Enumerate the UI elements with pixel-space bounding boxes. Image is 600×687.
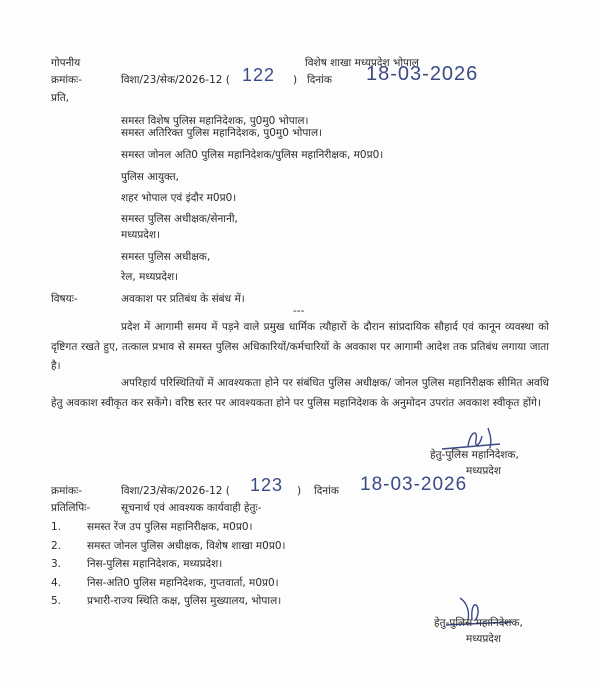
copy-item-number: 5. <box>51 595 62 607</box>
recipient-item: समस्त जोनल अति0 पुलिस महानिदेशक/पुलिस महानिरीक्षक, म0प्र0। <box>121 149 384 161</box>
body-paragraph-1: प्रदेश में आगामी समय में पड़ने वाले प्रमुख धार्मिक त्यौहारों के दौरान सांप्रदायिक सौहार्द एवं कानून व्यवस्था को दृष्टिगत रखते हुए, तत्काल प्रभाव से समस्त पुलिस अधिकारियों/कर्मचारियों के अवकाश पर आगामी आदेश तक प्रतिबंध लगाया जाता है। <box>51 321 549 372</box>
office-name: विशेष शाखा मध्यप्रदेश भोपाल <box>305 57 419 69</box>
copy-date-label: दिनांक <box>314 485 339 497</box>
recipient-item: पुलिस आयुक्त, <box>121 171 180 183</box>
signature-2-line1: हेतु-पुलिस महानिदेशक, <box>434 617 523 629</box>
copy-ref-label: क्रमांकः- <box>51 485 83 497</box>
signature-1-line1: हेतु-पुलिस महानिदेशक, <box>430 449 519 461</box>
recipient-item: समस्त पुलिस अधीक्षक/सेनानी, <box>121 213 238 225</box>
copy-item-text: समस्त जोनल पुलिस अधीक्षक, विशेष शाखा म0प्र0। <box>87 540 286 552</box>
signature-2-line2: मध्यप्रदेश <box>466 633 502 645</box>
copy-ref-prefix: विशा/23/सेक/2026-12 ( <box>121 485 230 497</box>
copy-item-text: प्रभारी-राज्य स्थिति कक्ष, पुलिस मुख्यालय, भोपाल। <box>87 595 282 607</box>
copy-ref-suffix: ) <box>297 485 302 497</box>
copy-item-number: 1. <box>51 521 62 533</box>
recipient-item: रेल, मध्यप्रदेश। <box>121 271 179 283</box>
copy-item-number: 3. <box>51 558 62 570</box>
ref-number-handwritten: 122 <box>242 65 276 85</box>
recipient-item: समस्त अतिरिक्त पुलिस महानिदेशक, पु0मु0 भोपाल। <box>121 127 323 139</box>
copy-text: सूचनार्थ एवं आवश्यक कार्यवाही हेतुः- <box>121 502 262 514</box>
ref-prefix: विशा/23/सेक/2026-12 ( <box>121 74 230 86</box>
signature-1-line2: मध्यप्रदेश <box>466 465 502 477</box>
separator: --- <box>293 305 305 317</box>
recipient-item: मध्यप्रदेश। <box>121 229 160 241</box>
copy-label: प्रतिलिपिः- <box>51 502 91 514</box>
copy-item-text: समस्त रेंज उप पुलिस महानिरीक्षक, म0प्र0। <box>87 521 253 533</box>
date-label: दिनांक <box>307 74 332 86</box>
body-paragraph-2: अपरिहार्य परिस्थितियों में आवश्यकता होने पर संबंधित पुलिस अधीक्षक/ जोनल पुलिस महानिरीक्षक सीमित अवधि हेतु अवकाश स्वीकृत कर सकेंगे। वरिष्ठ स्तर पर आवश्यकता होने पर पुलिस महानिदेशक के अनुमोदन उपरांत अवकाश स्वीकृत होंगे। <box>51 377 549 409</box>
copy-item-text: निस-अति0 पुलिस महानिदेशक, गुप्तवार्ता, म0प्र0। <box>87 577 279 589</box>
copy-item-text: निस-पुलिस महानिदेशक, मध्यप्रदेश। <box>87 558 223 570</box>
copy-item-number: 2. <box>51 540 62 552</box>
copy-item-number: 4. <box>51 577 62 589</box>
recipient-item: शहर भोपाल एवं इंदौर म0प्र0। <box>121 192 237 204</box>
ref-label: क्रमांकः- <box>51 74 83 86</box>
copy-ref-number-handwritten: 123 <box>250 475 284 495</box>
copy-date-handwritten: 18-03-2026 <box>360 474 468 495</box>
confidential-label: गोपनीय <box>51 57 81 69</box>
recipient-item: समस्त पुलिस अधीक्षक, <box>121 251 211 263</box>
date-handwritten: 18-03-2026 <box>366 63 479 85</box>
to-label: प्रति, <box>51 92 70 104</box>
subject-label: विषयः- <box>51 293 78 305</box>
ref-suffix: ) <box>293 74 298 86</box>
subject-text: अवकाश पर प्रतिबंध के संबंध में। <box>121 293 245 305</box>
recipient-item: समस्त विशेष पुलिस महानिदेशक, पु0मु0 भोपाल। <box>121 115 309 127</box>
